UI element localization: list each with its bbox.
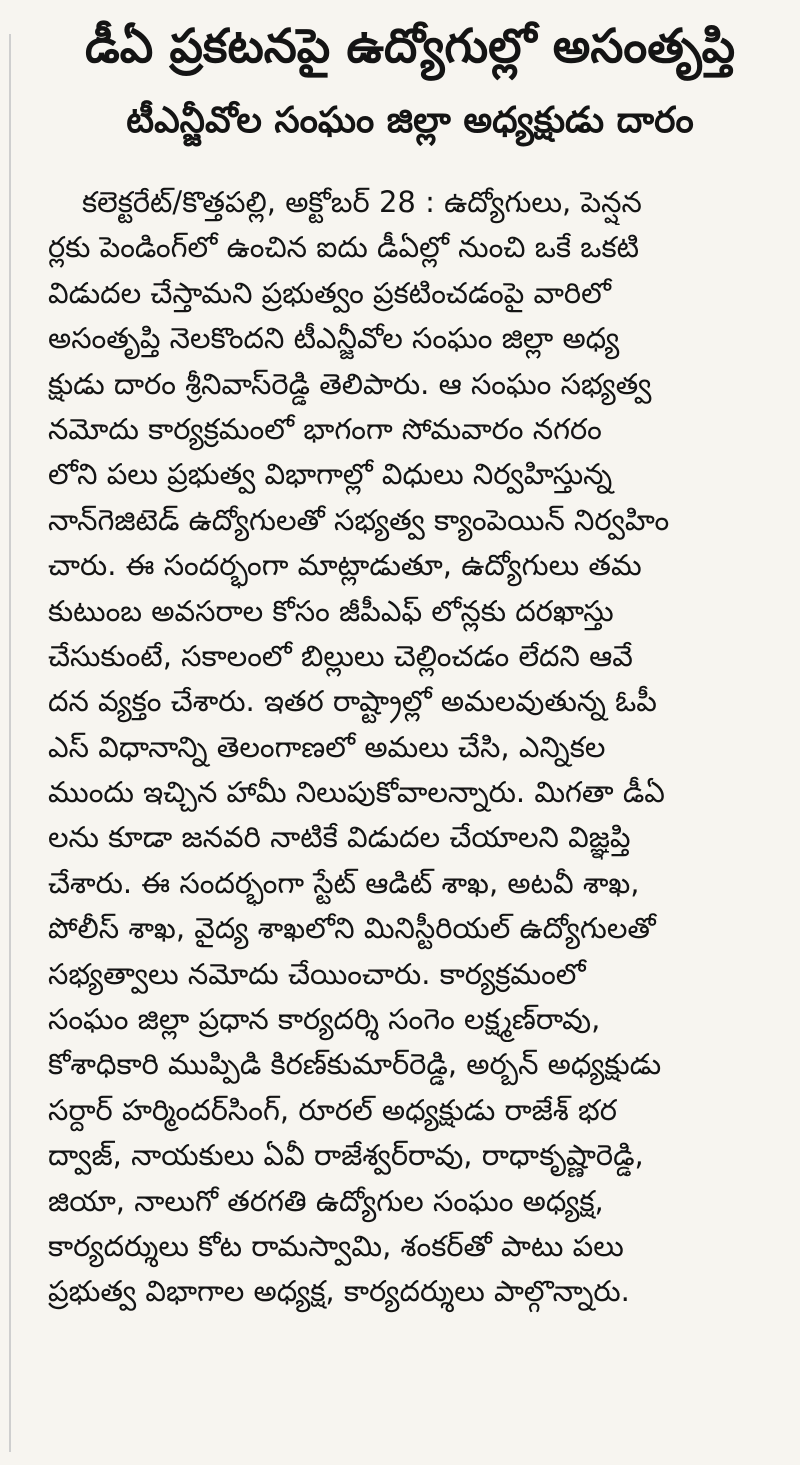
- article-line: లోని పలు ప్రభుత్వ విభాగాల్లో విధులు నిర్వహిస్తున్న: [48, 457, 613, 492]
- article-line: చేశారు. ఈ సందర్భంగా స్టేట్ ఆడిట్ శాఖ, అటవీ శాఖ,: [48, 865, 640, 900]
- article-line: నమోదు కార్యక్రమంలో భాగంగా సోమవారం నగరం: [48, 411, 602, 446]
- article-line: కుటుంబ అవసరాల కోసం జీపీఎఫ్ లోన్లకు దరఖాస్తు: [48, 593, 614, 628]
- article-body: [48, 180, 784, 1315]
- bottom-crop-edge: [0, 1452, 800, 1465]
- article-line: అసంతృప్తి నెలకొందని టీఎన్జీవోల సంఘం జిల్లా అధ్య: [48, 321, 620, 356]
- article-line: సర్దార్ హర్మిందర్‌సింగ్, రూరల్ అధ్యక్షుడు రాజేశ్ భర: [48, 1092, 617, 1127]
- article-line: విడుదల చేస్తామని ప్రభుత్వం ప్రకటించడంపై వారిలో: [48, 275, 611, 310]
- article-line: సంఘం జిల్లా ప్రధాన కార్యదర్శి సంగెం లక్ష్మణ్‌రావు,: [48, 1002, 601, 1037]
- article-subheadline: టీఎన్జీవోల సంఘం జిల్లా అధ్యక్షుడు దారం: [126, 100, 694, 141]
- article-line: పోలీస్ శాఖ, వైద్య శాఖలోని మినిస్టీరియల్ ఉద్యోగులతో: [48, 911, 656, 946]
- article-line: ద్వాజ్, నాయకులు ఏవీ రాజేశ్వర్‌రావు, రాధాకృష్ణారెడ్డి,: [48, 1138, 644, 1173]
- article-line: జియా, నాలుగో తరగతి ఉద్యోగుల సంఘం అధ్యక్ష,: [48, 1183, 604, 1218]
- article-line: నాన్‌గెజిటెడ్ ఉద్యోగులతో సభ్యత్వ క్యాంపెయిన్ నిర్వహిం: [48, 502, 670, 537]
- article-line: దన వ్యక్తం చేశారు. ఇతర రాష్ట్రాల్లో అమలవుతున్న ఓపీ: [48, 684, 657, 719]
- article-headline: డీఏ ప్రకటనపై ఉద్యోగుల్లో అసంతృప్తి: [84, 19, 736, 74]
- article-line: చారు. ఈ సందర్భంగా మాట్లాడుతూ, ఉద్యోగులు తమ: [48, 548, 642, 583]
- article-line: కార్యదర్శులు కోట రామస్వామి, శంకర్‌తో పాటు పలు: [48, 1228, 624, 1263]
- column-divider: [9, 34, 11, 1465]
- article-line: ప్రభుత్వ విభాగాల అధ్యక్ష, కార్యదర్శులు పాల్గొన్నారు.: [48, 1274, 630, 1309]
- article-line: కలెక్టరేట్/కొత్తపల్లి, అక్టోబర్ 28 : ఉద్యోగులు, పెన్షన: [82, 185, 642, 219]
- article-line: క్షుడు దారం శ్రీనివాస్‌రెడ్డి తెలిపారు. ఆ సంఘం సభ్యత్వ: [48, 366, 652, 401]
- article-line: ఎస్ విధానాన్ని తెలంగాణలో అమలు చేసి, ఎన్నికల: [48, 729, 606, 764]
- article-line: చేసుకుంటే, సకాలంలో బిల్లులు చెల్లించడం లేదని ఆవే: [48, 638, 633, 673]
- article-line: ర్లకు పెండింగ్‌లో ఉంచిన ఐదు డీఏల్లో నుంచి ఒకే ఒకటి: [48, 230, 639, 265]
- article-line: ముందు ఇచ్చిన హామీ నిలుపుకోవాలన్నారు. మిగతా డీఏ: [48, 775, 665, 810]
- article-line: కోశాధికారి ముప్పిడి కిరణ్‌కుమార్‌రెడ్డి, అర్బన్ అధ్యక్షుడు: [48, 1047, 662, 1082]
- article-line: లను కూడా జనవరి నాటికే విడుదల చేయాలని విజ్ఞప్తి: [48, 820, 631, 855]
- article-line: సభ్యత్వాలు నమోదు చేయించారు. కార్యక్రమంలో: [48, 956, 586, 991]
